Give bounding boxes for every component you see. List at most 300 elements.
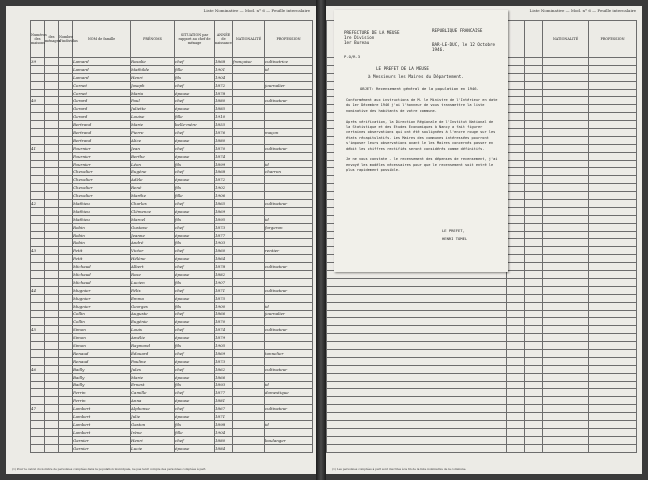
- cell-nom: Renaud: [73, 357, 131, 365]
- cell-nom: Lamard: [73, 65, 131, 73]
- cell-prenom: Marie: [131, 121, 175, 129]
- cell-situation: belle-mère: [175, 121, 215, 129]
- cell-blank: [525, 160, 543, 168]
- cell-profession: cultivateur: [265, 97, 313, 105]
- column-header: SITUATION par rapport au chef de ménage: [175, 21, 215, 58]
- cell-situation: fille: [175, 113, 215, 121]
- cell-profession: [265, 397, 313, 405]
- cell-blank: [543, 160, 589, 168]
- cell-nat: [233, 365, 265, 373]
- census-page-right: [326, 6, 642, 474]
- cell-nat: [233, 144, 265, 152]
- cell-num: [31, 121, 45, 129]
- cell-blank: [543, 318, 589, 326]
- table-row: [327, 326, 637, 334]
- table-row: [327, 373, 637, 381]
- table-row: [31, 397, 313, 405]
- cell-blank: [525, 326, 543, 334]
- cell-nom: Lambert: [73, 405, 131, 413]
- cell-num: [31, 192, 45, 200]
- cell-blank: [45, 334, 59, 342]
- cell-blank: [543, 200, 589, 208]
- cell-blank: [327, 365, 507, 373]
- cell-blank: [589, 81, 637, 89]
- cell-profession: boulanger: [265, 436, 313, 444]
- cell-prenom: Gaston: [131, 420, 175, 428]
- cell-situation: fils: [175, 215, 215, 223]
- cell-situation: épouse: [175, 294, 215, 302]
- cell-profession: id: [265, 65, 313, 73]
- cell-blank: [327, 420, 507, 428]
- cell-prenom: Marcel: [131, 215, 175, 223]
- cell-nat: [233, 271, 265, 279]
- cell-blank: [507, 144, 525, 152]
- cell-prenom: Ernest: [131, 381, 175, 389]
- cell-nat: [233, 326, 265, 334]
- cell-blank: [327, 286, 507, 294]
- cell-nom: Simon: [73, 342, 131, 350]
- cell-blank: [507, 176, 525, 184]
- cell-blank: [45, 58, 59, 66]
- cell-blank: [543, 294, 589, 302]
- cell-blank: [45, 207, 59, 215]
- cell-prenom: Alphonse: [131, 405, 175, 413]
- cell-blank: [589, 152, 637, 160]
- table-row: [31, 215, 313, 223]
- cell-num: [31, 302, 45, 310]
- cell-nat: [233, 357, 265, 365]
- table-row: [31, 271, 313, 279]
- cell-num: [31, 255, 45, 263]
- cell-profession: cultivateur: [265, 200, 313, 208]
- cell-blank: [543, 397, 589, 405]
- cell-blank: [543, 192, 589, 200]
- cell-prenom: Irène: [131, 428, 175, 436]
- cell-profession: [265, 294, 313, 302]
- cell-blank: [45, 271, 59, 279]
- cell-blank: [507, 73, 525, 81]
- cell-blank: [327, 342, 507, 350]
- cell-blank: [507, 129, 525, 137]
- cell-blank: [507, 436, 525, 444]
- cell-blank: [543, 428, 589, 436]
- table-row: [31, 223, 313, 231]
- cell-annee: 1868: [215, 168, 233, 176]
- cell-blank: [589, 365, 637, 373]
- cell-num: [31, 129, 45, 137]
- cell-situation: fille: [175, 65, 215, 73]
- cell-nat: [233, 405, 265, 413]
- cell-blank: [525, 247, 543, 255]
- cell-num: [31, 239, 45, 247]
- cell-nat: [233, 129, 265, 137]
- cell-blank: [45, 89, 59, 97]
- cell-prenom: Léon: [131, 160, 175, 168]
- cell-num: [31, 136, 45, 144]
- cell-blank: [45, 97, 59, 105]
- cell-nat: [233, 215, 265, 223]
- cell-blank: [507, 152, 525, 160]
- cell-situation: fils: [175, 342, 215, 350]
- cell-blank: [507, 192, 525, 200]
- cell-prenom: Julie: [131, 413, 175, 421]
- cell-blank: [543, 231, 589, 239]
- table-row: [327, 389, 637, 397]
- cell-blank: [59, 420, 73, 428]
- page-footer-note: (1) Les personnes comptées à part sont inscrites à la fin de la liste nominative de la commune.: [332, 466, 467, 471]
- cell-prenom: Camille: [131, 389, 175, 397]
- cell-blank: [543, 89, 589, 97]
- cell-blank: [589, 136, 637, 144]
- cell-nom: Bertrand: [73, 121, 131, 129]
- cell-blank: [507, 334, 525, 342]
- cell-profession: [265, 239, 313, 247]
- cell-annee: 1864: [215, 255, 233, 263]
- cell-nom: Gerard: [73, 97, 131, 105]
- cell-blank: [45, 342, 59, 350]
- cell-profession: [265, 207, 313, 215]
- table-row: [31, 89, 313, 97]
- cell-nat: [233, 389, 265, 397]
- cell-profession: forgeron: [265, 223, 313, 231]
- cell-prenom: Gustave: [131, 223, 175, 231]
- cell-situation: épouse: [175, 334, 215, 342]
- cell-annee: 1876: [215, 129, 233, 137]
- cell-blank: [507, 405, 525, 413]
- cell-nat: [233, 81, 265, 89]
- table-row: [327, 365, 637, 373]
- cell-blank: [525, 97, 543, 105]
- table-row: [31, 405, 313, 413]
- table-row: [31, 334, 313, 342]
- cell-blank: [45, 255, 59, 263]
- cell-blank: [525, 184, 543, 192]
- cell-nom: Bertrand: [73, 129, 131, 137]
- cell-blank: [589, 436, 637, 444]
- cell-blank: [45, 381, 59, 389]
- cell-blank: [507, 105, 525, 113]
- cell-blank: [59, 105, 73, 113]
- letter-object: OBJET: Recensement général de la population en 1946.: [360, 86, 479, 91]
- cell-blank: [525, 121, 543, 129]
- cell-blank: [507, 381, 525, 389]
- cell-annee: 1862: [215, 365, 233, 373]
- cell-blank: [589, 231, 637, 239]
- cell-nom: Fournier: [73, 160, 131, 168]
- table-row: [31, 413, 313, 421]
- cell-annee: 1866: [215, 373, 233, 381]
- cell-situation: chef: [175, 326, 215, 334]
- cell-blank: [59, 73, 73, 81]
- cell-blank: [59, 436, 73, 444]
- cell-blank: [589, 310, 637, 318]
- table-row: [31, 200, 313, 208]
- cell-blank: [507, 97, 525, 105]
- cell-annee: 1904: [215, 428, 233, 436]
- page-header-note: Liste Nominative — Mod. n° 6 — Feuille intercalaire: [529, 8, 636, 13]
- cell-annee: 1882: [215, 271, 233, 279]
- cell-blank: [45, 176, 59, 184]
- cell-blank: [59, 58, 73, 66]
- cell-situation: épouse: [175, 152, 215, 160]
- cell-situation: fils: [175, 420, 215, 428]
- cell-profession: [265, 342, 313, 350]
- cell-annee: 1872: [215, 176, 233, 184]
- cell-blank: [59, 184, 73, 192]
- cell-blank: [45, 73, 59, 81]
- cell-blank: [507, 239, 525, 247]
- cell-num: 43: [31, 247, 45, 255]
- cell-annee: 1869: [215, 349, 233, 357]
- cell-situation: épouse: [175, 444, 215, 452]
- cell-blank: [543, 113, 589, 121]
- cell-num: [31, 278, 45, 286]
- cell-blank: [59, 381, 73, 389]
- table-row: [31, 381, 313, 389]
- table-row: [31, 207, 313, 215]
- cell-blank: [589, 105, 637, 113]
- cell-blank: [543, 136, 589, 144]
- cell-blank: [525, 397, 543, 405]
- table-row: [31, 176, 313, 184]
- table-row: [31, 152, 313, 160]
- table-row: [31, 373, 313, 381]
- cell-blank: [507, 357, 525, 365]
- cell-blank: [45, 349, 59, 357]
- cell-blank: [525, 286, 543, 294]
- cell-profession: [265, 121, 313, 129]
- cell-nom: Gerard: [73, 113, 131, 121]
- cell-situation: chef: [175, 263, 215, 271]
- cell-blank: [543, 381, 589, 389]
- cell-nat: [233, 239, 265, 247]
- table-row: [31, 160, 313, 168]
- table-row: [31, 81, 313, 89]
- cell-blank: [59, 144, 73, 152]
- table-row: [31, 97, 313, 105]
- table-row: [31, 389, 313, 397]
- cell-blank: [543, 302, 589, 310]
- cell-prenom: René: [131, 184, 175, 192]
- cell-blank: [327, 349, 507, 357]
- cell-profession: [265, 231, 313, 239]
- table-row: [31, 65, 313, 73]
- table-row: [31, 349, 313, 357]
- cell-prenom: Rose: [131, 271, 175, 279]
- cell-nat: [233, 278, 265, 286]
- cell-num: 39: [31, 58, 45, 66]
- cell-blank: [543, 263, 589, 271]
- cell-blank: [525, 192, 543, 200]
- cell-blank: [45, 413, 59, 421]
- cell-blank: [59, 413, 73, 421]
- cell-blank: [507, 373, 525, 381]
- cell-blank: [507, 413, 525, 421]
- cell-blank: [525, 413, 543, 421]
- cell-blank: [45, 184, 59, 192]
- cell-blank: [507, 389, 525, 397]
- cell-nat: [233, 444, 265, 452]
- cell-blank: [45, 81, 59, 89]
- cell-annee: 1855: [215, 121, 233, 129]
- cell-nom: Chevalier: [73, 184, 131, 192]
- cell-situation: chef: [175, 405, 215, 413]
- cell-profession: [265, 113, 313, 121]
- cell-blank: [589, 73, 637, 81]
- cell-profession: id: [265, 302, 313, 310]
- cell-profession: [265, 334, 313, 342]
- cell-blank: [327, 444, 507, 452]
- cell-blank: [589, 373, 637, 381]
- cell-situation: chef: [175, 200, 215, 208]
- cell-nat: [233, 207, 265, 215]
- cell-nom: Mathieu: [73, 200, 131, 208]
- cell-nat: [233, 231, 265, 239]
- cell-num: [31, 342, 45, 350]
- cell-situation: épouse: [175, 357, 215, 365]
- cell-blank: [59, 215, 73, 223]
- cell-profession: [265, 176, 313, 184]
- cell-num: [31, 81, 45, 89]
- cell-blank: [525, 318, 543, 326]
- cell-blank: [507, 58, 525, 66]
- column-header: NATIONALITÉ: [233, 21, 265, 58]
- cell-num: [31, 318, 45, 326]
- page-header-note: Liste Nominative — Mod. n° 6 — Feuille intercalaire: [203, 8, 310, 13]
- cell-annee: 1878: [215, 263, 233, 271]
- cell-profession: cultivateur: [265, 365, 313, 373]
- cell-blank: [525, 255, 543, 263]
- cell-nom: Michaud: [73, 263, 131, 271]
- cell-annee: 1901: [215, 65, 233, 73]
- cell-blank: [45, 144, 59, 152]
- census-page-left: [6, 6, 316, 474]
- cell-situation: épouse: [175, 255, 215, 263]
- cell-blank: [543, 152, 589, 160]
- cell-nom: Bailly: [73, 365, 131, 373]
- cell-blank: [589, 342, 637, 350]
- column-header: PRÉNOMS: [131, 21, 175, 58]
- letter-reference: P.O/R.3: [344, 54, 361, 59]
- cell-blank: [45, 310, 59, 318]
- cell-profession: journalier: [265, 81, 313, 89]
- table-row: [327, 294, 637, 302]
- cell-prenom: Mathilde: [131, 65, 175, 73]
- cell-annee: 1884: [215, 444, 233, 452]
- cell-blank: [59, 302, 73, 310]
- cell-blank: [45, 428, 59, 436]
- cell-prenom: Eugénie: [131, 318, 175, 326]
- cell-blank: [589, 207, 637, 215]
- cell-num: [31, 113, 45, 121]
- cell-num: [31, 152, 45, 160]
- cell-blank: [45, 200, 59, 208]
- cell-situation: chef: [175, 436, 215, 444]
- cell-nat: [233, 152, 265, 160]
- cell-annee: 1860: [215, 247, 233, 255]
- cell-blank: [507, 342, 525, 350]
- cell-blank: [525, 65, 543, 73]
- table-row: [31, 184, 313, 192]
- table-row: [31, 168, 313, 176]
- cell-blank: [45, 294, 59, 302]
- table-row: [31, 239, 313, 247]
- cell-blank: [525, 278, 543, 286]
- cell-annee: 1878: [215, 89, 233, 97]
- column-header: ANNÉE de naissance: [215, 21, 233, 58]
- table-row: [31, 294, 313, 302]
- cell-blank: [327, 334, 507, 342]
- cell-nom: Michaud: [73, 271, 131, 279]
- cell-situation: fille: [175, 428, 215, 436]
- cell-prenom: Louise: [131, 113, 175, 121]
- cell-blank: [589, 129, 637, 137]
- table-row: [31, 105, 313, 113]
- cell-nom: Simon: [73, 334, 131, 342]
- cell-annee: 1881: [215, 397, 233, 405]
- cell-blank: [525, 105, 543, 113]
- cell-nat: [233, 342, 265, 350]
- cell-blank: [589, 247, 637, 255]
- cell-blank: [589, 200, 637, 208]
- cell-blank: [45, 121, 59, 129]
- table-row: [31, 192, 313, 200]
- cell-blank: [525, 381, 543, 389]
- table-row: [31, 231, 313, 239]
- cell-num: 42: [31, 200, 45, 208]
- prefecture-letter: [334, 10, 508, 272]
- cell-blank: [59, 310, 73, 318]
- cell-blank: [59, 357, 73, 365]
- cell-prenom: Clémence: [131, 207, 175, 215]
- cell-annee: 1899: [215, 160, 233, 168]
- cell-nom: Perrin: [73, 389, 131, 397]
- cell-blank: [507, 444, 525, 452]
- cell-num: 45: [31, 326, 45, 334]
- cell-nat: [233, 247, 265, 255]
- cell-profession: rentier: [265, 247, 313, 255]
- cell-nat: [233, 255, 265, 263]
- page-footer-note: (1) Pour le calcul du nombre de personnes comptées dans la population municipale, ne pas tenir compte des personnes comptées à part.: [12, 466, 207, 471]
- table-row: [327, 310, 637, 318]
- cell-blank: [543, 176, 589, 184]
- cell-blank: [543, 326, 589, 334]
- cell-blank: [589, 192, 637, 200]
- cell-blank: [59, 129, 73, 137]
- cell-blank: [59, 334, 73, 342]
- cell-annee: 1870: [215, 318, 233, 326]
- cell-num: 40: [31, 97, 45, 105]
- cell-nom: Lamard: [73, 58, 131, 66]
- cell-blank: [525, 73, 543, 81]
- letter-republic-heading: REPUBLIQUE FRANCAISE: [432, 28, 483, 33]
- letter-body: Conformément aux instructions de M. le Ministre de l'Intérieur en date du 1er Décembre 1946 j'ai l'honneur de vous transmettre la liste nominative des habitants de votre commune. Après vérification, la Direction Régionale de l'Institut National de la Statistique et des Etudes Economiques à Nancy a fait figurer certaines observations qui ont été soulignées à l'encre rouge sur les états récapitulatifs. Les Maires des communes intéressées pourront s'imposer leurs observations avant le les Maires concernés passer en débit les chiffres rectifiés seront considérés comme définitifs. Je ne vous constate - le recensement des dépenses de recensement, j'ai envoyé les modèles nécessaires pour que le recensement soit entré le plus rapidement possible.: [346, 98, 498, 173]
- table-row: [31, 286, 313, 294]
- cell-blank: [525, 294, 543, 302]
- cell-blank: [543, 278, 589, 286]
- cell-prenom: Emma: [131, 294, 175, 302]
- cell-nat: [233, 436, 265, 444]
- cell-nom: Cornet: [73, 81, 131, 89]
- cell-blank: [507, 247, 525, 255]
- table-row: [31, 263, 313, 271]
- cell-blank: [45, 113, 59, 121]
- cell-profession: id: [265, 215, 313, 223]
- cell-blank: [45, 420, 59, 428]
- table-row: [31, 121, 313, 129]
- cell-prenom: Raymond: [131, 342, 175, 350]
- table-row: [327, 278, 637, 286]
